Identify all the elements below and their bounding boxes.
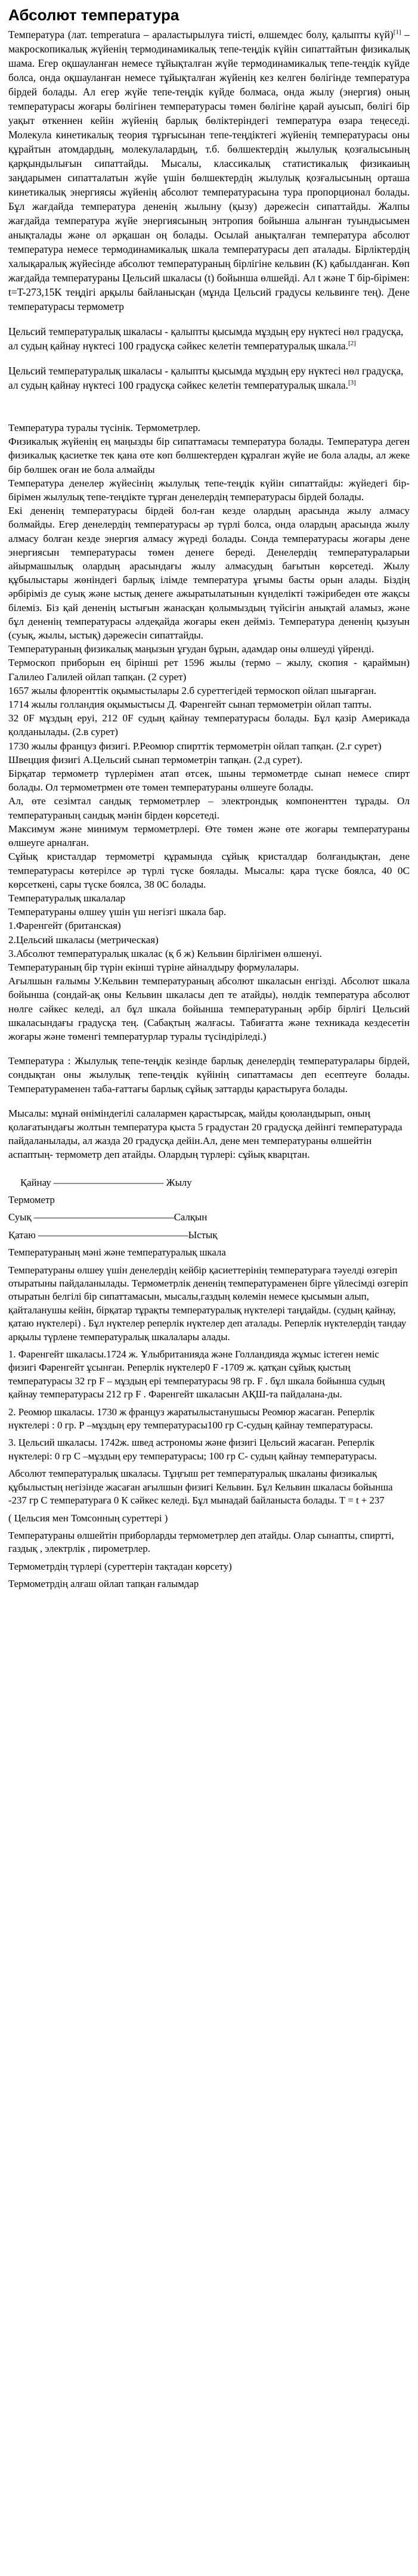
- paragraph: 1.Фаренгейт (британская): [8, 920, 121, 932]
- paragraph: Ағылшын ғалымы У.Кельвин температураның абсолют шкаласын енгізді. Абсолют шкала бойынша (сондай-ақ оны Кельвин шкаласы деп те атайды), нөлдік температура абсолют нөлге сәйкес келеді, ал бұл шкала бойынша температураның әрбір бірлігі Цельсий шкаласындағы градусқа тең. (Сабақтың жалғасы. Табиғатта және техникада кездесетін жоғары және төменгі температурлар туралы түсіндіріледі.): [8, 975, 410, 1042]
- paragraph: Қатаю ———————————————Ыстық: [8, 1229, 218, 1241]
- paragraph: Термометрдің алғаш ойлап тапқан ғалымдар: [8, 1578, 199, 1590]
- section-spacer: [8, 1162, 410, 1176]
- section-intro: [8, 27, 410, 392]
- paragraph: 1657 жылы флоренттік оқымыстылары 2.б суреттегідей термоскоп ойлап шығарған.: [8, 684, 377, 696]
- paragraph: 3.Абсолют температуралық шкалас (қ б ж) Кельвин бірлігімен өлшенуі.: [8, 947, 322, 959]
- paragraph: Екі дененің температурасы бірдей бол-ған кезде олардың арасында жылу алмасу болмайды. Егер денелердің температурасы әр түрлі болса, онда олардың арасында жылу алмасу болған кезде энергия алмасу жүреді болады. Сонда температурасы жоғары дене энергиясын температурасы төмен денеге береді. Денелердің температураларыи айырмашылық олардың арасындағы жылу алмасудың бағытын көрсетеді. Жылу құбылыстары жөніндегі барлық ілімде температура ұғымы басты орын алады. Біздің әрбіріміз де суық және ыстық денеге ажыратылатынын күнделікті тәжірибеден өте жақсы білеміз. Біз қай дененің ыстығын жанасқан қолымыздың түйсігін анықтай аламыз, және бұл дененің температурасы әлдеқайда жоғары екен дейміз. Температура дененің қызуын (суық, жылы, ыстық) дәрежесін сипаттайды.: [8, 505, 410, 641]
- paragraph: 3. Цельсий шкаласы. 1742ж. швед астрономы және физигі Цельсий жасаған. Реперлік нүктелері: 0 гр С –мұздың еру температурасы; 100 гр С- судың қайнау температурасы.: [8, 1437, 377, 1462]
- paragraph: Цельсий температуралық шкаласы - қалыпты қысымда мұздың еру нүктесі нөл градусқа, ал судың қайнау нүктесі 100 градусқа сәйкес келетін температуралық шкала.[2]: [8, 326, 404, 352]
- paragraph: Мысалы: мұнай өніміндегілі салалармен қарастырсақ, майды қоюландырып, оның қолағатындағы жолтын температура қыста 5 градустан 20 градусқа дейінгі температурада пайдаланылады, ал жазда 20 градусқа дейін.Ал, дене мен температураны өлшейтін аспаптың- термометр деп атайды. Олардың түрлері: сұйық кварцтан.: [8, 1107, 402, 1161]
- reference-marker[interactable]: [3]: [348, 379, 356, 387]
- paragraph: Термоскоп приборын ең бірінші рет 1596 жылы (термо – жылу, скопия - қараймын) Галилео Галилей ойлап тапқан. (2 сурет): [8, 657, 410, 683]
- paragraph: Физикалық жүйенің ең маңызды бір сипаттамасы температура болады. Температура деген физикалық қасиетке тек қана өте көп бөлшектерден құралған жүйе ие бола алады, ал жеке бір бөлшек оған ие бола алмайды: [8, 436, 410, 475]
- paragraph: 1. Фаренгейт шкаласы.1724 ж. Ұлыбританияда және Голландияда жұмыс істеген неміс физигі Фаренгейт ұсынған. Реперлік нүктелер0 F -1709 ж. қатқан сұйық қыстың температурасы 32 гр F – мұздың ері температурасы 98 гр. F . бұл шкала бойынша судың қайнау температурасы 212 гр F . Фаренгейт шкаласын АҚШ-та пайдалана-ды.: [8, 1349, 385, 1400]
- paragraph: Сұйық кристалдар термометрі құрамында сұйық кристалдар болғандықтан, дене температурасы көтерілсе әр түрлі түске боялады. Мысалы: қара түске боялса, 40 0С көрсеткені, сары түске боялса, 38 0С болады.: [8, 851, 410, 890]
- paragraph: 2. Реомюр шкаласы. 1730 ж француз жаратылыстанушысы Реомюр жасаған. Реперлік нүктелері : 0 гр. Р –мұздың еру температурасы100 гр С-судың қайнау температурасы.: [8, 1406, 375, 1431]
- paragraph: Температуралық шкалалар: [8, 892, 126, 904]
- paragraph: Температураны өлшеу үшін денелердің кейбір қасиеттерінің температураға тәуелді өзгеріп отыратыны пайдаланылады. Термометрлік дененің температураменен бірге үйлесімді өзгеріп отыратын белгілі бір сипаттамасын, мысалы,газдың көлемін немесе қысымын алып, қайталанушы кейін, бірқатар тұрақты температуралық нүктелері таңдайды. (судың қайнау, қатаю нүктелері) . Бұл нүктелер реперлік нүктелер деп аталады. Реперлік нүктелердің тандау арқылы түрлене температуралық шкалалары алады.: [8, 1264, 408, 1343]
- reference-marker[interactable]: [2]: [348, 340, 356, 348]
- paragraph: Температура денелер жүйесінің жылулық тепе-теңдік күйін сипаттайды: жүйедегі бір-бірімен жылулық тепе-теңдікте тұрған денелердің температурасы бірдей болады.: [8, 477, 410, 503]
- paragraph: 1714 жылы голландия оқымыстысы Д. Фаренгейт сынап термометрін ойлап тапты.: [8, 699, 372, 711]
- paragraph: Термометр: [8, 1194, 55, 1205]
- paragraph: Температураны өлшеу үшін үш негізгі шкала бар.: [8, 906, 227, 918]
- paragraph: Бірқатар термометр түрлерімен атап өтсек, шыны термометрде сынап немесе спирт болады. Ол термометрмен өте төмен температураны өлшеуге болады.: [8, 768, 410, 793]
- paragraph: Ал, өте сезімтал сандық термометрлер – электрондық компоненттен тұрады. Ол температураның сандық мәнін бірден көрсетеді.: [8, 795, 410, 821]
- paragraph: Суық ——————————————Салқын: [8, 1211, 208, 1223]
- paragraph: Температура туралы түсінік. Термометрлер.: [8, 422, 201, 433]
- paragraph: Температура (лат. temperatura – араластырылуға тиісті, өлшемдес болу, қалыпты күй)[1] – макроскопикалық жүйенің термодинамикалық тепе-теңдік күйін сипаттайтын физикалық шама. Егер оқшауланған немесе тұйықталған жүйе термодинамикалық тепе-теңдік күйде болса, онда оқшауланған немесе тұйықталған жүйенің кез келген бөлігінде температура бірдей болады. Ал егер жүйе тепе-теңдік күйде болмаса, онда жылу (энергия) оның температурасы жоғары бөлігінен температурасы төмен бөлігіне қарай ауысып, бөлігі бір уақыт өткеннен кейін жүйенің барлық бөліктеріндегі температура өзара теңеседі. Молекула кинетикалық теория тұрғысынан тепе-теңдіктегі жүйенің температурасы оны құрайтын атомдардың, молекулалардың, т.б. бөлшектердің жылулық қозғалысының қарқындылығын сипаттайды. Мысалы, классикалық статистикалық физикаиың заңдарымен сипатталатын жүйе үшін бөлшектердің жылулық қозғалысының орташа кинетикалық энергиясы жүйенің абсолют температурасына тура пропорционал болады. Бұл жағдайда температура дененің жылыну (қызу) дәрежесін сипаттайды. Жалпы жағдайда температура жүйе энергиясының энтропия бойынша алынған туындысымен анықталады және ол әрқашан оң болады. Осылай анықталған температура абсолют температура немесе термодинамикалық шкала температурасы деп аталады. Бірліктердің халықаралық жүйесінде абсолют температураның бірлігіне кельвин (K) қабылданған. Көп жағдайда температураны Цельсий шкаласы (t) бойынша өлшейді. Ал t және T бір-бірімен: t=T-273,15K теңдігі арқылы байланысқан (мұнда Цельсий градусы кельвинге тең). Дене температурасы термометр: [8, 29, 410, 312]
- section-spacer: [8, 392, 410, 407]
- paragraph: Қайнау ——————————— Жылу: [20, 1176, 192, 1188]
- section-scales: [8, 1176, 410, 1591]
- paragraph: Максимум және минимум термометрлері. Өте төмен және өте жоғары температураны өлшеуге арналған.: [8, 823, 410, 849]
- paragraph: Температураның бір түрін екінші түрінe айналдыру формулалары.: [8, 961, 299, 973]
- paragraph: Температураның физикалық маңызын ұғудан бұрын, адамдар оны өлшеуді үйренді.: [8, 643, 374, 655]
- paragraph: Температура : Жылулық тепе-теңдік кезінде барлық денелердің температуралары бірдей, сондықтан оны жылулық тепе-теңдік күйінің сипаттамасы деп есептеуге болады. Температураменен таба-ғаттағы барлық сұйық заттарды қарастыруға болады.: [8, 1055, 410, 1095]
- paragraph: ( Цельсия мен Томсонның суреттері ): [8, 1512, 168, 1524]
- paragraph: Термометрдің түрлері (суреттерін тақтадан көрсету): [8, 1560, 232, 1572]
- paragraph: 2.Цельсий шкаласы (метрическая): [8, 934, 159, 946]
- reference-marker[interactable]: [1]: [393, 29, 401, 36]
- paragraph: Температураның мәні және температуралық шкала: [8, 1247, 226, 1258]
- section-thermometers: [8, 421, 410, 1162]
- paragraph: Температураны өлшейтін приборларды термометрлер деп атайды. Олар сынапты, спиртті, газдық , электрлік , пирометрлер.: [8, 1529, 394, 1555]
- section-spacer: [8, 407, 410, 421]
- paragraph: Швецция физигі А.Цельсий сынап термометрін тапқан. (2.д сурет).: [8, 754, 303, 765]
- paragraph: 32 0F мұздың еруі, 212 0F судың қайнау температурасы болады. Бұл қазір Америкада қолданылады. (2.в сурет): [8, 712, 410, 738]
- paragraph: 1730 жылы француз физигі. Р.Реомюр спирттік термометрін ойлап тапқан. (2.г сурет): [8, 740, 382, 752]
- paragraph: Абсолют температуралық шкаласы. Тұңғыш рет температуралық шкаланы физикалық құбылыстың негізінде жасаған ағылшын физигі Кельвин. Бұл Кельвин шкаласы бойынша -237 гр С температураға 0 К сәйкес келеді. Бұл мынадай байланыста болады. Т = t + 237: [8, 1468, 393, 1506]
- paragraph: Цельсий температуралық шкаласы - қалыпты қысымда мұздың еру нүктесі нөл градусқа, ал судың қайнау нүктесі 100 градусқа сәйкес келетін температуралық шкала.[3]: [8, 365, 404, 391]
- page-title: Абсолют температура: [8, 6, 179, 24]
